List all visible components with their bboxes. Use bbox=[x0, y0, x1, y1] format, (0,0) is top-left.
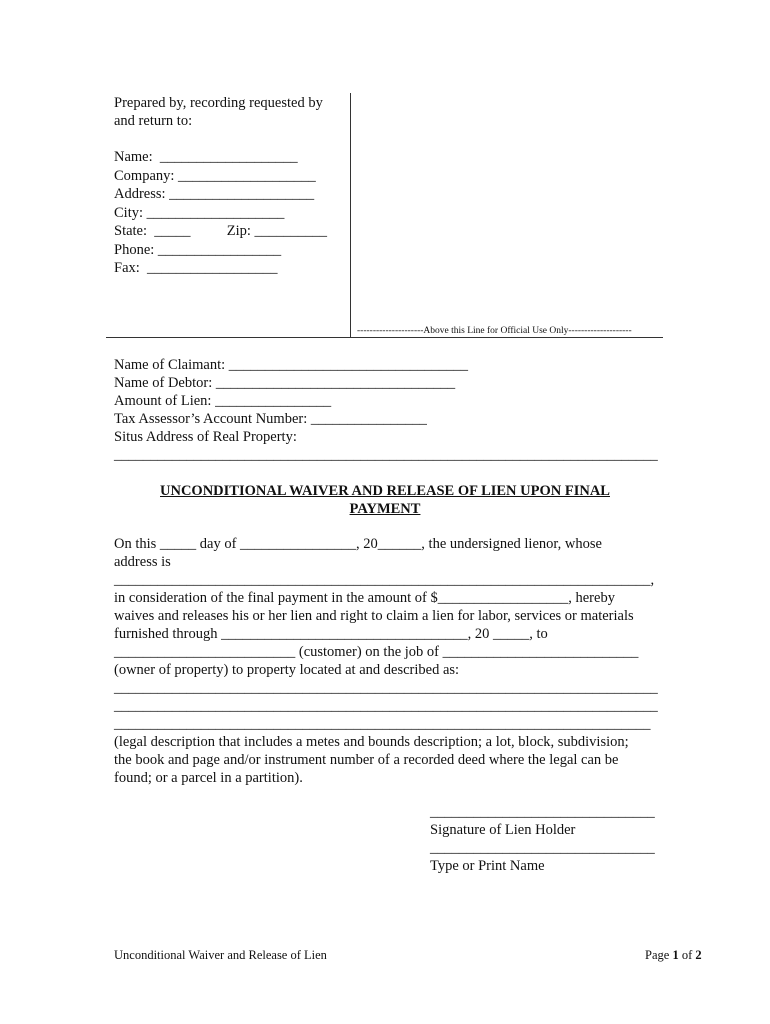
situs-address-label: Situs Address of Real Property: bbox=[114, 429, 297, 445]
situs-address-line: ___________________________________________________________________________ bbox=[114, 447, 658, 463]
return-fax-field: Fax: __________________ bbox=[114, 260, 278, 276]
body-line-5: waives and releases his or her lien and right to claim a lien for labor, services or materials bbox=[114, 608, 634, 624]
return-company-field: Company: ___________________ bbox=[114, 168, 316, 184]
tax-account-field: Tax Assessor’s Account Number: ________________ bbox=[114, 411, 427, 427]
page-indicator bbox=[645, 948, 702, 963]
document-title-line1: UNCONDITIONAL WAIVER AND RELEASE OF LIEN UPON FINAL bbox=[160, 483, 610, 499]
print-name-line: _______________________________ bbox=[430, 840, 655, 856]
prepared-by-line2: and return to: bbox=[114, 113, 193, 129]
page-word: Page bbox=[645, 948, 673, 962]
body-line-4: in consideration of the final payment in the amount of $__________________, hereby bbox=[114, 590, 615, 606]
print-name-label: Type or Print Name bbox=[430, 858, 545, 874]
footer-title: Unconditional Waiver and Release of Lien bbox=[114, 948, 327, 962]
body-line-8: (owner of property) to property located at and described as: bbox=[114, 662, 460, 678]
document-title-line2: PAYMENT bbox=[349, 501, 421, 517]
signature-line: _______________________________ bbox=[430, 804, 655, 820]
body-line-12: (legal description that includes a metes and bounds description; a lot, block, subdivision; bbox=[114, 734, 629, 750]
amount-field: Amount of Lien: ________________ bbox=[114, 393, 332, 409]
body-line-6: furnished through __________________________________, 20 _____, to bbox=[114, 626, 548, 642]
return-city-field: City: ___________________ bbox=[114, 205, 285, 221]
official-use-label: ---------------------Above this Line for Official Use Only-------------------- bbox=[357, 326, 632, 336]
header-vertical-divider bbox=[350, 93, 351, 337]
return-address-field: Address: ____________________ bbox=[114, 186, 315, 202]
of-word: of bbox=[678, 948, 696, 962]
return-name-field: Name: ___________________ bbox=[114, 149, 298, 165]
body-line-7: _________________________ (customer) on the job of ___________________________ bbox=[114, 644, 639, 660]
header-horizontal-divider bbox=[106, 337, 663, 338]
claimant-field: Name of Claimant: _________________________________ bbox=[114, 357, 469, 373]
page-number: 1 bbox=[672, 948, 679, 962]
body-line-13: the book and page and/or instrument number of a recorded deed where the legal can be bbox=[114, 752, 619, 768]
return-state-zip-field: State: _____ Zip: __________ bbox=[114, 223, 328, 239]
body-line-11: __________________________________________________________________________ bbox=[114, 716, 651, 732]
prepared-by-line1: Prepared by, recording requested by bbox=[114, 95, 323, 111]
body-line-9: ___________________________________________________________________________ bbox=[114, 680, 658, 696]
debtor-field: Name of Debtor: _________________________________ bbox=[114, 375, 456, 391]
body-line-14: found; or a parcel in a partition). bbox=[114, 770, 303, 786]
return-phone-field: Phone: _________________ bbox=[114, 242, 282, 258]
body-line-10: ___________________________________________________________________________ bbox=[114, 698, 658, 714]
body-line-2: address is bbox=[114, 554, 171, 570]
signature-label: Signature of Lien Holder bbox=[430, 822, 576, 838]
page-total: 2 bbox=[695, 948, 702, 962]
body-line-3: __________________________________________________________________________, bbox=[114, 572, 655, 588]
body-line-1: On this _____ day of ________________, 20______, the undersigned lienor, whose bbox=[114, 536, 602, 552]
